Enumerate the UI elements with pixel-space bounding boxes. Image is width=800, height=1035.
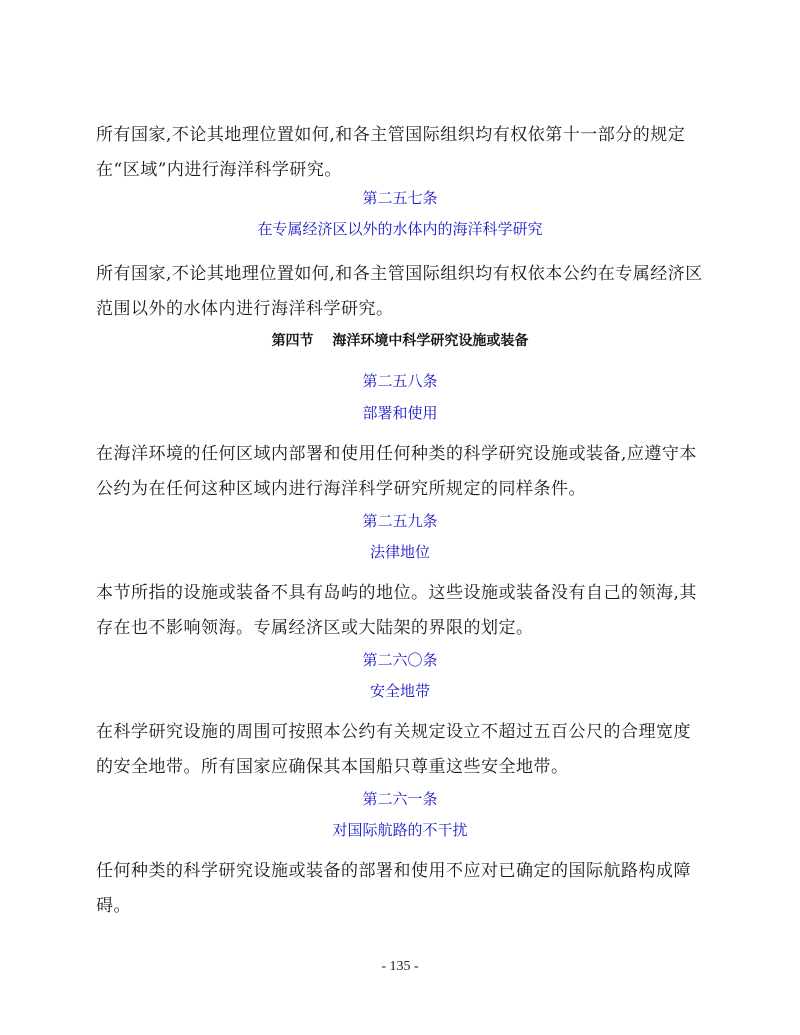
page-number: - 135 - xyxy=(381,959,419,974)
article-260-title: 安全地带 xyxy=(369,682,430,700)
article-258-title: 部署和使用 xyxy=(362,404,438,422)
paragraph-261: 任何种类的科学研究设施或装备的部署和使用不应对已确定的国际航路构成障碍。 xyxy=(96,861,691,916)
article-260-number: 第二六〇条 xyxy=(362,651,438,669)
paragraph-256: 所有国家,不论其地理位置如何,和各主管国际组织均有权依第十一部分的规定在“区域”内进行海洋科学研究。 xyxy=(96,125,686,180)
article-261-number: 第二六一条 xyxy=(362,790,438,808)
article-259-title: 法律地位 xyxy=(369,543,430,561)
paragraph-258: 在海洋环境的任何区域内部署和使用任何种类的科学研究设施或装备,应遵守本公约为在任何这种区域内进行海洋科学研究所规定的同样条件。 xyxy=(96,444,697,499)
paragraph-257: 所有国家,不论其地理位置如何,和各主管国际组织均有权依本公约在专属经济区范围以外的水体内进行海洋科学研究。 xyxy=(96,264,703,319)
paragraph-259: 本节所指的设施或装备不具有岛屿的地位。这些设施或装备没有自己的领海,其存在也不影响领海。专属经济区或大陆架的界限的划定。 xyxy=(96,583,697,638)
article-257-number: 第二五七条 xyxy=(362,189,438,207)
article-259-number: 第二五九条 xyxy=(362,512,438,530)
article-257-title: 在专属经济区以外的水体内的海洋科学研究 xyxy=(257,220,543,238)
paragraph-260: 在科学研究设施的周围可按照本公约有关规定设立不超过五百公尺的合理宽度的安全地带。所有国家应确保其本国船只尊重这些安全地带。 xyxy=(96,722,691,777)
article-261-title: 对国际航路的不干扰 xyxy=(332,821,468,839)
section-4-heading: 第四节 海洋环境中科学研究设施或装备 xyxy=(271,333,529,349)
article-258-number: 第二五八条 xyxy=(362,372,438,390)
